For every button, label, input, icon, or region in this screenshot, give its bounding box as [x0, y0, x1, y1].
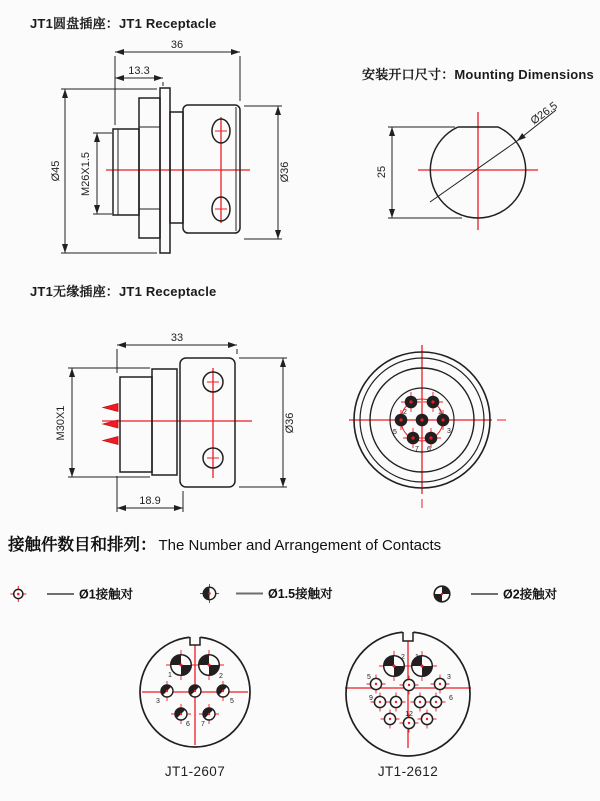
legend-label-dia1-5: Ø1.5接触对: [268, 587, 333, 601]
panel-receptacle-drawing: [50, 39, 291, 253]
contact-number: 3: [156, 698, 160, 705]
dim-dia-label: Ø26.5: [528, 99, 560, 128]
dim-flange-dia-label: Ø45: [50, 160, 62, 182]
contact-number: 9: [369, 695, 373, 702]
contact-number: 1: [168, 672, 172, 679]
jt1-2612-caption: JT1-2612: [377, 764, 439, 779]
thread-spec-label: M26X1.5: [80, 151, 92, 197]
solder-pins: [103, 404, 118, 445]
dim-height-label: 25: [376, 165, 388, 179]
contact-number: 1: [438, 409, 442, 416]
contact-number: 6: [186, 721, 190, 728]
contact-number: 7: [201, 721, 205, 728]
keyway-mask: [403, 626, 414, 641]
mounting-dimensions-drawing: [376, 100, 560, 230]
dia1-contact-icon: [10, 586, 26, 602]
legend-label-dia2: Ø2接触对: [503, 587, 558, 602]
centerlines: [106, 117, 250, 223]
connector-outline: [120, 358, 235, 487]
contact-number: 1: [415, 654, 419, 661]
contact-number: 2: [401, 654, 405, 661]
dim-front-width-label: 13.3: [128, 65, 150, 77]
dim-total-width-label: 36: [170, 39, 184, 51]
dia1-5-contacts: [159, 681, 229, 724]
dia2-contact-icon: [434, 586, 450, 602]
contact-number: 2: [403, 409, 407, 416]
mounting-dimensions-title: 安装开口尺寸：Mounting Dimensions: [362, 67, 594, 82]
receptacle-face-view: [349, 345, 506, 508]
dim-total-width-label: 33: [170, 332, 184, 344]
contact-legend: [10, 584, 557, 603]
rear-receptacle-drawing: [55, 332, 296, 512]
legend-label-dia1: Ø1接触对: [79, 587, 134, 602]
contact-number: 6: [427, 446, 431, 453]
rear-receptacle-title: JT1无缘插座：JT1 Receptacle: [30, 284, 217, 299]
contact-number: 2: [219, 673, 223, 680]
dimension-lines: [388, 110, 556, 218]
panel-receptacle-title: JT1圆盘插座：JT1 Receptacle: [30, 16, 217, 31]
jt1-2612-arrangement: [345, 626, 471, 756]
contact-number: 5: [367, 674, 371, 681]
contact-number: 7: [415, 446, 419, 453]
contact-number: 3: [447, 674, 451, 681]
jt1-2607-arrangement: [140, 632, 250, 747]
contact-number: 12: [405, 711, 413, 718]
contact-number: 3: [447, 428, 451, 435]
jt1-2607-caption: JT1-2607: [164, 764, 226, 779]
contact-number: 5: [230, 698, 234, 705]
thread-spec-label: M30X1: [55, 405, 67, 441]
keyway-mask: [190, 632, 201, 645]
contacts-heading-english: The Number and Arrangement of Contacts: [158, 537, 442, 554]
dim-body-dia-label: Ø36: [284, 412, 296, 434]
contacts-heading-chinese: 接触件数目和排列：: [8, 536, 157, 554]
dim-body-dia-label: Ø36: [279, 161, 291, 183]
dia1-5-contact-icon: [200, 584, 219, 603]
centerlines: [349, 345, 506, 508]
dim-depth-label: 18.9: [139, 495, 161, 507]
centerlines: [418, 112, 538, 230]
contact-number: 5: [393, 429, 397, 436]
contact-number: 6: [449, 695, 453, 702]
